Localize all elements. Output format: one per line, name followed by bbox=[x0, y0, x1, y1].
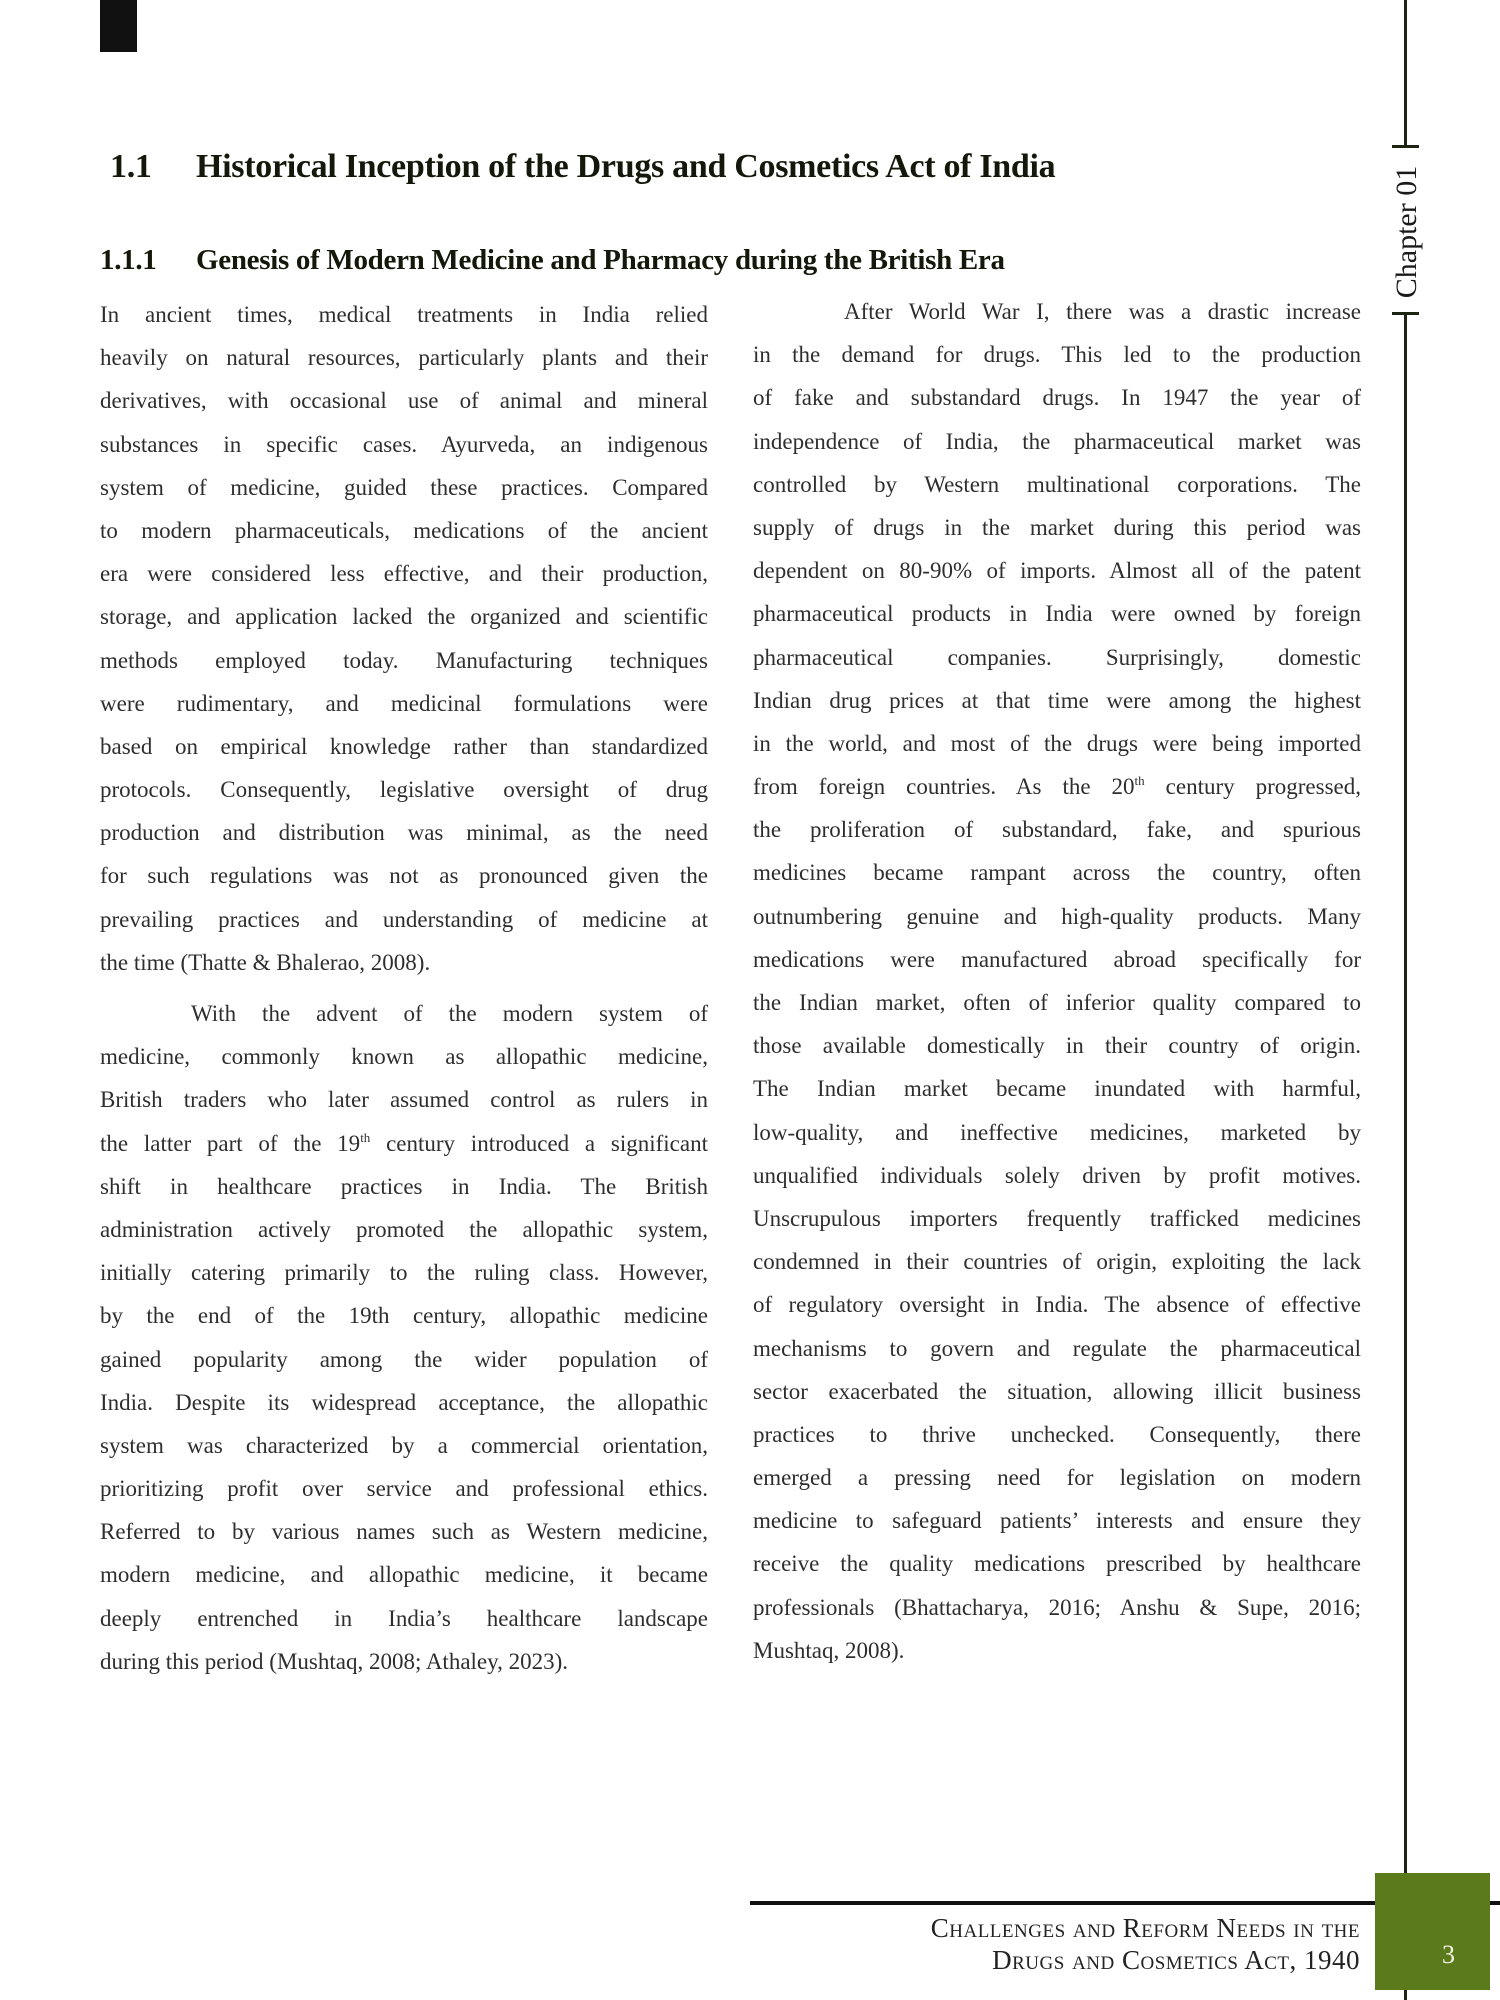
text-line: initially catering primarily to the ruling class. However, bbox=[100, 1260, 708, 1286]
text-line: were rudimentary, and medicinal formulations were bbox=[100, 690, 708, 716]
text-line: era were considered less effective, and their production, bbox=[100, 561, 708, 587]
subsection-heading bbox=[100, 244, 1005, 277]
corner-marker bbox=[100, 0, 137, 52]
text-line: unqualified individuals solely driven by profit motives. bbox=[753, 1162, 1361, 1188]
text-line: heavily on natural resources, particularly plants and their bbox=[100, 345, 708, 371]
text-line: derivatives, with occasional use of animal and mineral bbox=[100, 388, 708, 414]
text-line: Mushtaq, 2008). bbox=[753, 1637, 905, 1663]
footer-title-line: Drugs and Cosmetics Act, 1940 bbox=[992, 1945, 1360, 1975]
chapter-label: Chapter 01 bbox=[1390, 165, 1423, 299]
text-line: Unscrupulous importers frequently trafficked medicines bbox=[753, 1205, 1361, 1231]
text-line: medications were manufactured abroad specifically for bbox=[753, 946, 1361, 972]
text-line: for such regulations was not as pronounced given the bbox=[100, 863, 708, 889]
text-line: gained popularity among the wider population of bbox=[100, 1346, 708, 1372]
sidebar-rule-top bbox=[1404, 0, 1407, 146]
text-line: supply of drugs in the market during this period was bbox=[753, 514, 1361, 540]
text-line: dependent on 80-90% of imports. Almost all of the patent bbox=[753, 558, 1361, 584]
text-line: low-quality, and ineffective medicines, marketed by bbox=[753, 1119, 1361, 1145]
superscript: th bbox=[1134, 773, 1145, 789]
text-line: prioritizing profit over service and professional ethics. bbox=[100, 1476, 708, 1502]
text-line: outnumbering genuine and high-quality products. Many bbox=[753, 903, 1361, 929]
text-line: storage, and application lacked the organized and scientific bbox=[100, 604, 708, 630]
text-line: independence of India, the pharmaceutical market was bbox=[753, 428, 1361, 454]
text-segment: the latter part of the 19 bbox=[100, 1130, 361, 1156]
text-line: to modern pharmaceuticals, medications of the ancient bbox=[100, 517, 708, 543]
text-segment: from foreign countries. As the 20 bbox=[753, 774, 1135, 800]
sidebar-tick-top bbox=[1392, 145, 1419, 148]
text-line: medicine, commonly known as allopathic medicine, bbox=[100, 1044, 708, 1070]
text-segment: century introduced a significant bbox=[370, 1130, 708, 1156]
text-line: medicine to safeguard patients’ interests and ensure they bbox=[753, 1508, 1361, 1534]
text-line: those available domestically in their country of origin. bbox=[753, 1033, 1361, 1059]
text-line: With the advent of the modern system of bbox=[191, 1001, 708, 1026]
text-line: by the end of the 19th century, allopathic medicine bbox=[100, 1303, 708, 1329]
text-line: the time (Thatte & Bhalerao, 2008). bbox=[100, 949, 431, 975]
text-line: emerged a pressing need for legislation on modern bbox=[753, 1465, 1361, 1491]
text-line: controlled by Western multinational corporations. The bbox=[753, 471, 1361, 497]
text-line: After World War I, there was a drastic increase bbox=[844, 299, 1361, 324]
text-line: practices to thrive unchecked. Consequently, there bbox=[753, 1421, 1361, 1447]
text-line: deeply entrenched in India’s healthcare landscape bbox=[100, 1605, 708, 1631]
section-title: Historical Inception of the Drugs and Cosmetics Act of India bbox=[196, 148, 1056, 185]
text-line: receive the quality medications prescribed by healthcare bbox=[753, 1551, 1361, 1577]
text-segment: century progressed, bbox=[1144, 774, 1361, 800]
text-line: prevailing practices and understanding of medicine at bbox=[100, 906, 708, 932]
subsection-title: Genesis of Modern Medicine and Pharmacy during the British Era bbox=[196, 244, 1005, 276]
text-line: medicines became rampant across the country, often bbox=[753, 860, 1361, 886]
text-line: of regulatory oversight in India. The absence of effective bbox=[753, 1292, 1361, 1318]
text-line: the proliferation of substandard, fake, and spurious bbox=[753, 817, 1361, 843]
page-number: 3 bbox=[1442, 1940, 1455, 1969]
text-line: substances in specific cases. Ayurveda, an indigenous bbox=[100, 431, 708, 457]
text-line: Indian drug prices at that time were among the highest bbox=[753, 687, 1361, 713]
text-line: during this period (Mushtaq, 2008; Athaley, 2023). bbox=[100, 1648, 569, 1674]
running-footer-title bbox=[931, 1912, 1360, 1976]
text-line: system of medicine, guided these practices. Compared bbox=[100, 474, 708, 500]
text-line: sector exacerbated the situation, allowing illicit business bbox=[753, 1378, 1361, 1404]
paragraph bbox=[753, 290, 1361, 1672]
text-line: pharmaceutical companies. Surprisingly, domestic bbox=[753, 644, 1361, 670]
text-line: in the demand for drugs. This led to the production bbox=[753, 342, 1361, 368]
text-line bbox=[753, 765, 1361, 808]
paragraph bbox=[100, 293, 708, 984]
text-line: Referred to by various names such as Western medicine, bbox=[100, 1519, 708, 1545]
text-line bbox=[100, 1122, 708, 1165]
section-number: 1.1 bbox=[110, 148, 152, 185]
text-line: administration actively promoted the allopathic system, bbox=[100, 1216, 708, 1242]
text-line: The Indian market became inundated with harmful, bbox=[753, 1076, 1361, 1102]
text-line: in the world, and most of the drugs were being imported bbox=[753, 730, 1361, 756]
text-line: based on empirical knowledge rather than standardized bbox=[100, 733, 708, 759]
text-line: shift in healthcare practices in India. The British bbox=[100, 1173, 708, 1199]
text-line: modern medicine, and allopathic medicine, it became bbox=[100, 1562, 708, 1588]
text-line: mechanisms to govern and regulate the pharmaceutical bbox=[753, 1335, 1361, 1361]
paragraph bbox=[100, 992, 708, 1683]
text-line: condemned in their countries of origin, exploiting the lack bbox=[753, 1249, 1361, 1275]
text-line: production and distribution was minimal, as the need bbox=[100, 820, 708, 846]
text-line: British traders who later assumed control as rulers in bbox=[100, 1087, 708, 1113]
text-line: In ancient times, medical treatments in India relied bbox=[100, 302, 708, 327]
text-line: of fake and substandard drugs. In 1947 the year of bbox=[753, 385, 1361, 411]
text-line: methods employed today. Manufacturing techniques bbox=[100, 647, 708, 673]
subsection-number: 1.1.1 bbox=[100, 244, 157, 276]
page-number-box bbox=[1375, 1873, 1490, 1990]
text-line: system was characterized by a commercial orientation, bbox=[100, 1432, 708, 1458]
right-column bbox=[753, 290, 1361, 1680]
footer-title-line: Challenges and Reform Needs in the bbox=[930, 1913, 1360, 1943]
text-line: India. Despite its widespread acceptance, the allopathic bbox=[100, 1389, 708, 1415]
text-line: pharmaceutical products in India were owned by foreign bbox=[753, 601, 1361, 627]
sidebar-rule-bottom bbox=[1404, 312, 1407, 2000]
section-heading bbox=[110, 148, 1055, 186]
text-line: protocols. Consequently, legislative oversight of drug bbox=[100, 777, 708, 803]
left-column bbox=[100, 293, 708, 1691]
text-line: professionals (Bhattacharya, 2016; Anshu & Supe, 2016; bbox=[753, 1594, 1361, 1620]
superscript: th bbox=[360, 1129, 371, 1145]
text-line: the Indian market, often of inferior quality compared to bbox=[753, 990, 1361, 1015]
